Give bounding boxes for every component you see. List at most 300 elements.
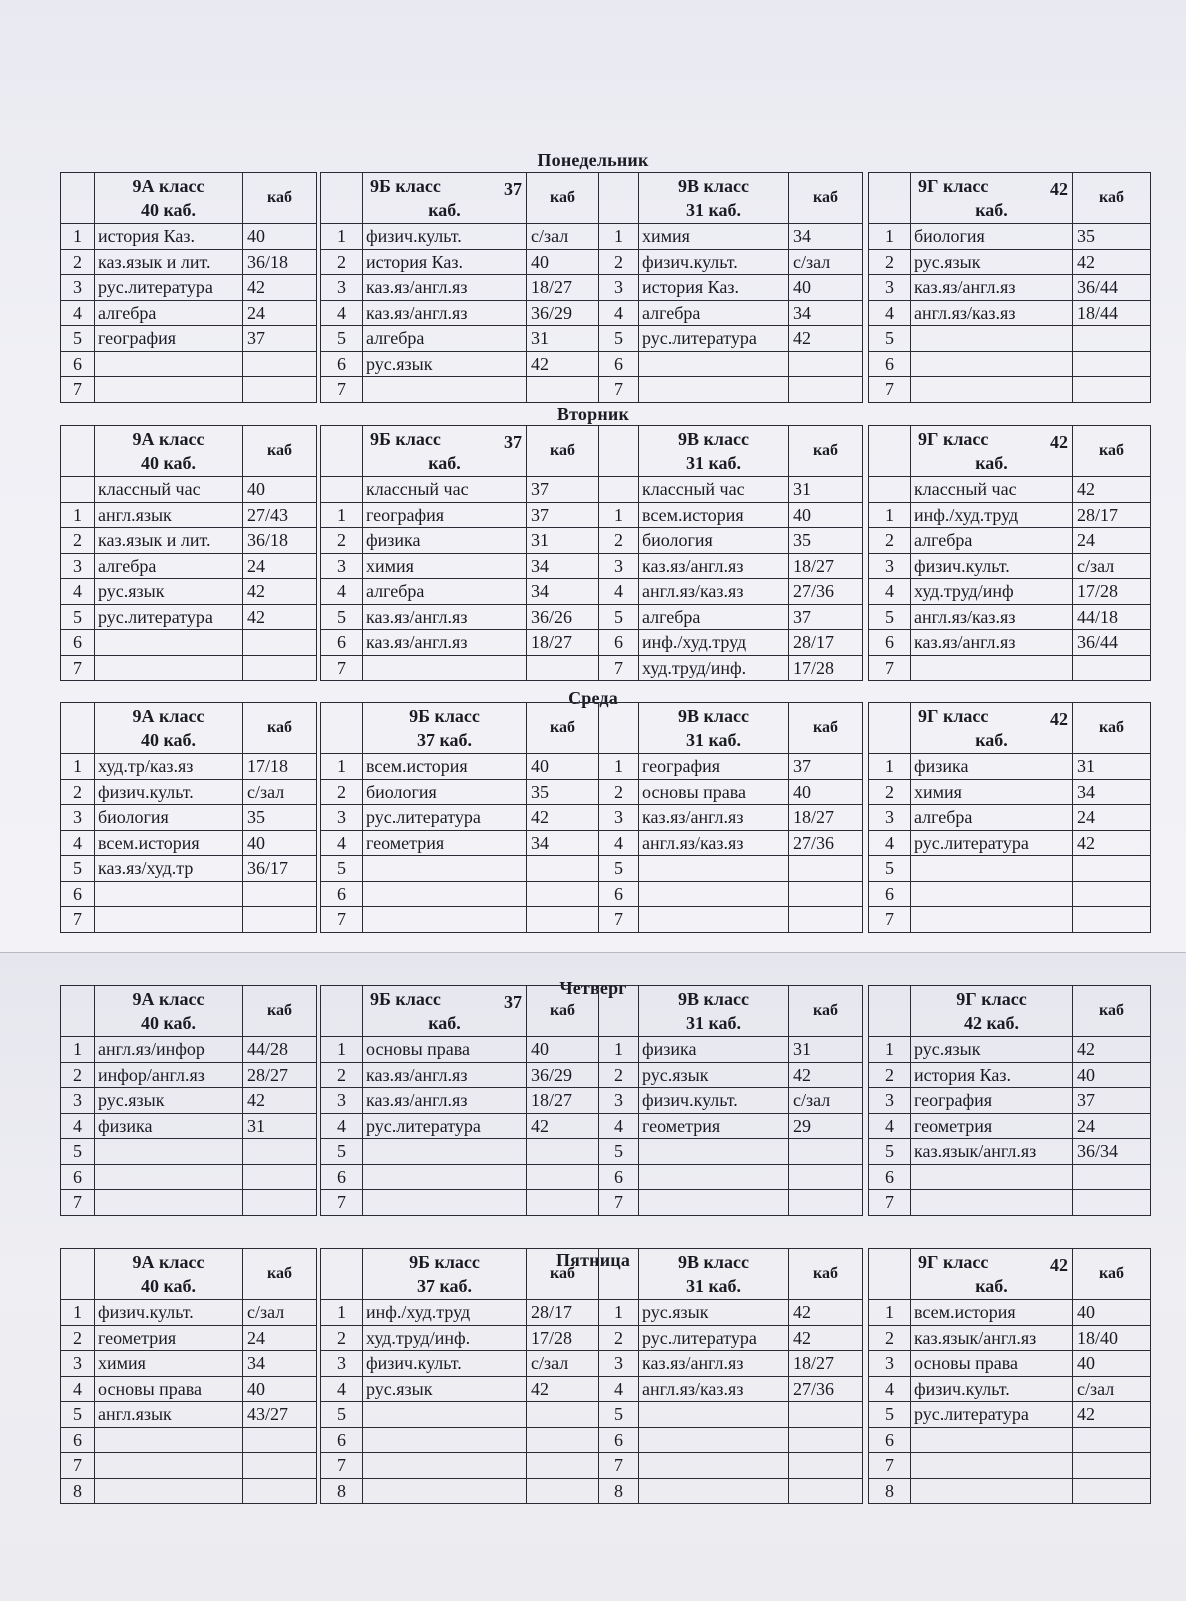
room-column-header: каб bbox=[527, 173, 599, 224]
class-name-line1: 9А класс bbox=[132, 706, 205, 726]
table-row bbox=[321, 528, 599, 554]
header-number-cell bbox=[869, 426, 911, 477]
class-name-header bbox=[639, 1249, 789, 1300]
lesson-number: 2 bbox=[321, 1325, 363, 1351]
table-row bbox=[599, 856, 863, 882]
room-number: с/зал bbox=[243, 1300, 317, 1326]
subject-name: основы права bbox=[639, 779, 789, 805]
class-name-header bbox=[911, 426, 1073, 477]
class-name-line2: 37 каб. bbox=[416, 730, 473, 750]
lesson-number: 4 bbox=[869, 1376, 911, 1402]
table-row bbox=[869, 1376, 1151, 1402]
room-number: с/зал bbox=[1073, 1376, 1151, 1402]
class-name-header bbox=[363, 173, 527, 224]
room-number bbox=[527, 1190, 599, 1216]
subject-name: англ.яз/каз.яз bbox=[639, 1376, 789, 1402]
room-number: 40 bbox=[789, 275, 863, 301]
table-row bbox=[321, 1453, 599, 1479]
class-room-number: 42 bbox=[1050, 1255, 1068, 1275]
header-number-cell bbox=[599, 173, 639, 224]
lesson-number: 8 bbox=[869, 1478, 911, 1504]
subject-name bbox=[639, 1453, 789, 1479]
room-number: 35 bbox=[243, 805, 317, 831]
table-row bbox=[321, 1402, 599, 1428]
table-row bbox=[869, 1325, 1151, 1351]
lesson-number: 6 bbox=[599, 1427, 639, 1453]
class-name-line2: 40 каб. bbox=[140, 1013, 197, 1033]
lesson-number: 3 bbox=[599, 1088, 639, 1114]
room-number: 42 bbox=[1073, 1402, 1151, 1428]
schedule-table-9v-thursday bbox=[598, 985, 863, 1216]
subject-name bbox=[95, 630, 243, 656]
room-number: 28/17 bbox=[1073, 502, 1151, 528]
subject-name: рус.язык bbox=[639, 1300, 789, 1326]
room-number bbox=[243, 655, 317, 681]
day-title-thursday: Четверг bbox=[559, 978, 627, 998]
subject-name: каз.яз/англ.яз bbox=[363, 1062, 527, 1088]
room-number: 18/40 bbox=[1073, 1325, 1151, 1351]
lesson-number: 7 bbox=[61, 1190, 95, 1216]
lesson-number: 3 bbox=[869, 275, 911, 301]
lesson-number: 6 bbox=[61, 1164, 95, 1190]
schedule-table-9v-wednesday bbox=[598, 702, 863, 933]
lesson-number: 1 bbox=[599, 1037, 639, 1063]
subject-name bbox=[639, 1164, 789, 1190]
room-number: 42 bbox=[243, 275, 317, 301]
lesson-number: 6 bbox=[61, 881, 95, 907]
table-row bbox=[869, 856, 1151, 882]
subject-name bbox=[95, 655, 243, 681]
room-number: 40 bbox=[527, 754, 599, 780]
table-row bbox=[599, 754, 863, 780]
lesson-number: 4 bbox=[61, 579, 95, 605]
header-number-cell bbox=[321, 703, 363, 754]
lesson-number: 7 bbox=[599, 1190, 639, 1216]
subject-name bbox=[911, 1164, 1073, 1190]
subject-name: каз.яз/англ.яз bbox=[363, 1088, 527, 1114]
room-number: 24 bbox=[1073, 1113, 1151, 1139]
room-number: 42 bbox=[789, 1325, 863, 1351]
lesson-number: 2 bbox=[869, 249, 911, 275]
header-number-cell bbox=[869, 703, 911, 754]
table-row bbox=[321, 477, 599, 503]
lesson-number: 6 bbox=[321, 351, 363, 377]
room-number: 42 bbox=[527, 1376, 599, 1402]
subject-name: рус.литература bbox=[95, 604, 243, 630]
lesson-number: 4 bbox=[869, 579, 911, 605]
lesson-number: 6 bbox=[869, 630, 911, 656]
lesson-number: 4 bbox=[61, 1113, 95, 1139]
table-row bbox=[869, 579, 1151, 605]
subject-name: химия bbox=[363, 553, 527, 579]
room-number: 36/44 bbox=[1073, 275, 1151, 301]
table-row bbox=[869, 275, 1151, 301]
table-row bbox=[321, 1164, 599, 1190]
class-name-line1: 9Б класс 37 bbox=[370, 176, 522, 199]
lesson-number: 2 bbox=[599, 1325, 639, 1351]
table-row bbox=[321, 224, 599, 250]
lesson-number: 3 bbox=[321, 553, 363, 579]
class-name-line1: 9А класс bbox=[132, 1252, 205, 1272]
class-name-line1: 9Г класс 42 bbox=[918, 706, 1068, 729]
subject-name: рус.литература bbox=[639, 326, 789, 352]
lesson-number: 1 bbox=[599, 754, 639, 780]
subject-name: классный час bbox=[363, 477, 527, 503]
lesson-number: 1 bbox=[321, 1037, 363, 1063]
subject-name: рус.язык bbox=[363, 1376, 527, 1402]
table-header-row bbox=[869, 986, 1151, 1037]
lesson-number: 3 bbox=[321, 805, 363, 831]
lesson-number: 2 bbox=[61, 249, 95, 275]
room-column-header: каб bbox=[1073, 1249, 1151, 1300]
room-number: 17/28 bbox=[1073, 579, 1151, 605]
subject-name bbox=[363, 907, 527, 933]
table-header-row bbox=[869, 173, 1151, 224]
lesson-number: 1 bbox=[61, 1300, 95, 1326]
subject-name: каз.язык и лит. bbox=[95, 528, 243, 554]
subject-name: каз.яз/худ.тр bbox=[95, 856, 243, 882]
subject-name: англ.яз/каз.яз bbox=[639, 579, 789, 605]
room-number bbox=[1073, 881, 1151, 907]
lesson-number: 1 bbox=[599, 502, 639, 528]
lesson-number: 4 bbox=[61, 830, 95, 856]
room-number: 43/27 bbox=[243, 1402, 317, 1428]
table-row bbox=[869, 1300, 1151, 1326]
subject-name: история Каз. bbox=[363, 249, 527, 275]
subject-name: биология bbox=[639, 528, 789, 554]
header-number-cell bbox=[321, 1249, 363, 1300]
room-number: 36/26 bbox=[527, 604, 599, 630]
subject-name: всем.история bbox=[911, 1300, 1073, 1326]
table-row bbox=[321, 326, 599, 352]
lesson-number: 4 bbox=[599, 1376, 639, 1402]
class-name-line2: 31 каб. bbox=[685, 1276, 742, 1296]
class-room-number: 37 bbox=[504, 179, 522, 199]
class-name-line1: 9Б класс bbox=[409, 1252, 480, 1272]
room-number: 29 bbox=[789, 1113, 863, 1139]
room-column-header: каб bbox=[527, 703, 599, 754]
subject-name: география bbox=[363, 502, 527, 528]
room-number: 27/43 bbox=[243, 502, 317, 528]
table-row bbox=[599, 907, 863, 933]
class-name-line2: каб. bbox=[975, 200, 1008, 220]
lesson-number: 5 bbox=[869, 1139, 911, 1165]
subject-name: основы права bbox=[95, 1376, 243, 1402]
table-row bbox=[599, 377, 863, 403]
room-number: 42 bbox=[1073, 1037, 1151, 1063]
room-number bbox=[243, 881, 317, 907]
class-name-header bbox=[95, 173, 243, 224]
subject-name bbox=[363, 1427, 527, 1453]
subject-name bbox=[639, 1139, 789, 1165]
room-number: 40 bbox=[1073, 1300, 1151, 1326]
subject-name: алгебра bbox=[363, 326, 527, 352]
lesson-number: 5 bbox=[599, 326, 639, 352]
lesson-number: 2 bbox=[321, 1062, 363, 1088]
table-row bbox=[61, 754, 317, 780]
subject-name: физика bbox=[363, 528, 527, 554]
class-name-line1: 9Б класс 37 bbox=[370, 429, 522, 452]
subject-name: каз.яз/англ.яз bbox=[363, 275, 527, 301]
table-row bbox=[599, 477, 863, 503]
subject-name bbox=[639, 1427, 789, 1453]
table-row bbox=[869, 1139, 1151, 1165]
subject-name bbox=[911, 907, 1073, 933]
class-name-line2: 40 каб. bbox=[140, 730, 197, 750]
room-number: 42 bbox=[789, 326, 863, 352]
lesson-number: 6 bbox=[869, 1164, 911, 1190]
subject-name bbox=[95, 1139, 243, 1165]
room-number: 36/29 bbox=[527, 300, 599, 326]
schedule-table-9a-thursday bbox=[60, 985, 317, 1216]
lesson-number: 3 bbox=[61, 805, 95, 831]
table-row bbox=[869, 655, 1151, 681]
table-row bbox=[321, 779, 599, 805]
class-name-line2: 31 каб. bbox=[685, 1013, 742, 1033]
subject-name: биология bbox=[95, 805, 243, 831]
lesson-number: 2 bbox=[321, 528, 363, 554]
room-number: 44/18 bbox=[1073, 604, 1151, 630]
subject-name bbox=[363, 655, 527, 681]
lesson-number: 6 bbox=[321, 881, 363, 907]
table-row bbox=[61, 907, 317, 933]
room-number: 18/27 bbox=[527, 1088, 599, 1114]
room-number: 36/34 bbox=[1073, 1139, 1151, 1165]
subject-name: рус.язык bbox=[95, 1088, 243, 1114]
class-name-line2: каб. bbox=[428, 200, 461, 220]
header-number-cell bbox=[869, 173, 911, 224]
room-column-header: каб bbox=[789, 703, 863, 754]
subject-name: алгебра bbox=[639, 300, 789, 326]
lesson-number: 6 bbox=[869, 1427, 911, 1453]
subject-name: рус.литература bbox=[639, 1325, 789, 1351]
room-number: 18/27 bbox=[789, 553, 863, 579]
subject-name: всем.история bbox=[639, 502, 789, 528]
subject-name: физика bbox=[639, 1037, 789, 1063]
room-number: 40 bbox=[527, 249, 599, 275]
table-row bbox=[61, 1300, 317, 1326]
table-row bbox=[599, 1427, 863, 1453]
class-name-line1: 9Г класс 42 bbox=[918, 176, 1068, 199]
subject-name: алгебра bbox=[363, 579, 527, 605]
table-row bbox=[321, 1351, 599, 1377]
table-header-row bbox=[869, 426, 1151, 477]
room-number bbox=[243, 1427, 317, 1453]
room-number: 42 bbox=[1073, 249, 1151, 275]
room-number: с/зал bbox=[243, 779, 317, 805]
room-number: 24 bbox=[1073, 528, 1151, 554]
schedule-table-9b-friday bbox=[320, 1248, 599, 1504]
room-column-header: каб bbox=[243, 1249, 317, 1300]
room-number bbox=[1073, 326, 1151, 352]
subject-name bbox=[911, 856, 1073, 882]
table-row bbox=[599, 1088, 863, 1114]
lesson-number: 4 bbox=[321, 1113, 363, 1139]
table-row bbox=[321, 881, 599, 907]
lesson-number: 2 bbox=[599, 779, 639, 805]
subject-name: рус.литература bbox=[363, 805, 527, 831]
room-number: 40 bbox=[243, 830, 317, 856]
subject-name bbox=[639, 377, 789, 403]
lesson-number: 4 bbox=[321, 300, 363, 326]
lesson-number: 1 bbox=[61, 224, 95, 250]
table-row bbox=[321, 1113, 599, 1139]
table-row bbox=[599, 1351, 863, 1377]
lesson-number: 2 bbox=[599, 249, 639, 275]
lesson-number bbox=[321, 477, 363, 503]
subject-name: геометрия bbox=[95, 1325, 243, 1351]
subject-name bbox=[639, 1478, 789, 1504]
lesson-number: 2 bbox=[61, 779, 95, 805]
table-header-row bbox=[61, 173, 317, 224]
room-number bbox=[1073, 655, 1151, 681]
lesson-number: 1 bbox=[61, 1037, 95, 1063]
subject-name: рус.литература bbox=[363, 1113, 527, 1139]
subject-name: каз.язык/англ.яз bbox=[911, 1139, 1073, 1165]
lesson-number: 4 bbox=[869, 1113, 911, 1139]
class-name-line1: 9В класс bbox=[678, 429, 749, 449]
lesson-number: 4 bbox=[61, 300, 95, 326]
class-name-line1: 9В класс bbox=[678, 989, 749, 1009]
room-number: 40 bbox=[527, 1037, 599, 1063]
lesson-number bbox=[61, 477, 95, 503]
table-row bbox=[599, 1113, 863, 1139]
class-name-header bbox=[363, 426, 527, 477]
header-number-cell bbox=[61, 986, 95, 1037]
subject-name bbox=[363, 1164, 527, 1190]
class-name-header bbox=[95, 986, 243, 1037]
table-row bbox=[61, 528, 317, 554]
lesson-number: 4 bbox=[599, 830, 639, 856]
lesson-number: 1 bbox=[869, 754, 911, 780]
subject-name: биология bbox=[363, 779, 527, 805]
room-number: 40 bbox=[243, 1376, 317, 1402]
table-row bbox=[321, 1139, 599, 1165]
room-number: 24 bbox=[1073, 805, 1151, 831]
subject-name: худ.труд/инф bbox=[911, 579, 1073, 605]
room-number bbox=[789, 1453, 863, 1479]
table-row bbox=[599, 1376, 863, 1402]
room-number bbox=[243, 377, 317, 403]
class-name-header bbox=[95, 1249, 243, 1300]
room-number: 31 bbox=[789, 1037, 863, 1063]
room-column-header: каб bbox=[1073, 703, 1151, 754]
class-room-number: 37 bbox=[504, 992, 522, 1012]
class-room-number: 37 bbox=[504, 432, 522, 452]
lesson-number: 7 bbox=[599, 907, 639, 933]
table-row bbox=[599, 579, 863, 605]
room-number bbox=[789, 907, 863, 933]
schedule-table-9v-tuesday bbox=[598, 425, 863, 681]
room-number: 42 bbox=[789, 1062, 863, 1088]
table-row bbox=[599, 1037, 863, 1063]
room-number: 31 bbox=[789, 477, 863, 503]
class-name-header bbox=[639, 986, 789, 1037]
table-row bbox=[321, 630, 599, 656]
header-number-cell bbox=[61, 703, 95, 754]
lesson-number: 7 bbox=[869, 655, 911, 681]
table-row bbox=[61, 1088, 317, 1114]
subject-name bbox=[363, 881, 527, 907]
lesson-number: 1 bbox=[61, 754, 95, 780]
lesson-number: 7 bbox=[61, 377, 95, 403]
table-row bbox=[869, 805, 1151, 831]
subject-name: биология bbox=[911, 224, 1073, 250]
room-number: 35 bbox=[789, 528, 863, 554]
subject-name: рус.литература bbox=[911, 1402, 1073, 1428]
table-row bbox=[321, 907, 599, 933]
table-row bbox=[321, 275, 599, 301]
lesson-number: 7 bbox=[869, 1190, 911, 1216]
schedule-table-9a-wednesday bbox=[60, 702, 317, 933]
class-name-line1: 9Г класс 42 bbox=[918, 429, 1068, 452]
subject-name: химия bbox=[911, 779, 1073, 805]
table-row bbox=[61, 224, 317, 250]
schedule-table-9g-thursday bbox=[868, 985, 1151, 1216]
subject-name: худ.труд/инф. bbox=[639, 655, 789, 681]
table-row bbox=[869, 1037, 1151, 1063]
subject-name: каз.яз/англ.яз bbox=[639, 553, 789, 579]
lesson-number: 5 bbox=[869, 1402, 911, 1428]
class-name-line1: 9В класс bbox=[678, 1252, 749, 1272]
room-number: 17/28 bbox=[789, 655, 863, 681]
room-column-header: каб bbox=[243, 426, 317, 477]
table-row bbox=[599, 1062, 863, 1088]
table-row bbox=[599, 249, 863, 275]
subject-name: рус.литература bbox=[911, 830, 1073, 856]
table-row bbox=[61, 856, 317, 882]
table-row bbox=[869, 1088, 1151, 1114]
lesson-number: 6 bbox=[321, 630, 363, 656]
subject-name: алгебра bbox=[95, 553, 243, 579]
room-number bbox=[527, 655, 599, 681]
lesson-number: 6 bbox=[599, 1164, 639, 1190]
class-name-line2: 40 каб. bbox=[140, 200, 197, 220]
lesson-number: 5 bbox=[61, 604, 95, 630]
room-number: 34 bbox=[1073, 779, 1151, 805]
lesson-number: 2 bbox=[321, 249, 363, 275]
subject-name: алгебра bbox=[639, 604, 789, 630]
subject-name bbox=[639, 881, 789, 907]
class-name-header bbox=[911, 986, 1073, 1037]
table-row bbox=[61, 1037, 317, 1063]
subject-name: алгебра bbox=[911, 528, 1073, 554]
room-number bbox=[789, 1190, 863, 1216]
table-header-row bbox=[599, 1249, 863, 1300]
room-column-header: каб bbox=[789, 1249, 863, 1300]
room-number: 31 bbox=[1073, 754, 1151, 780]
table-row bbox=[321, 579, 599, 605]
class-name-header bbox=[639, 173, 789, 224]
room-number: 31 bbox=[527, 528, 599, 554]
table-row bbox=[869, 224, 1151, 250]
room-number: 36/17 bbox=[243, 856, 317, 882]
room-number: 27/36 bbox=[789, 830, 863, 856]
lesson-number: 3 bbox=[61, 1088, 95, 1114]
subject-name: рус.литература bbox=[95, 275, 243, 301]
subject-name bbox=[363, 856, 527, 882]
table-header-row bbox=[61, 426, 317, 477]
schedule-table-9a-tuesday bbox=[60, 425, 317, 681]
room-number: 24 bbox=[243, 553, 317, 579]
table-header-row bbox=[321, 426, 599, 477]
room-column-header: каб bbox=[527, 426, 599, 477]
subject-name: рус.язык bbox=[911, 249, 1073, 275]
room-number bbox=[527, 907, 599, 933]
room-number: 31 bbox=[527, 326, 599, 352]
table-header-row bbox=[321, 1249, 599, 1300]
room-number bbox=[789, 377, 863, 403]
